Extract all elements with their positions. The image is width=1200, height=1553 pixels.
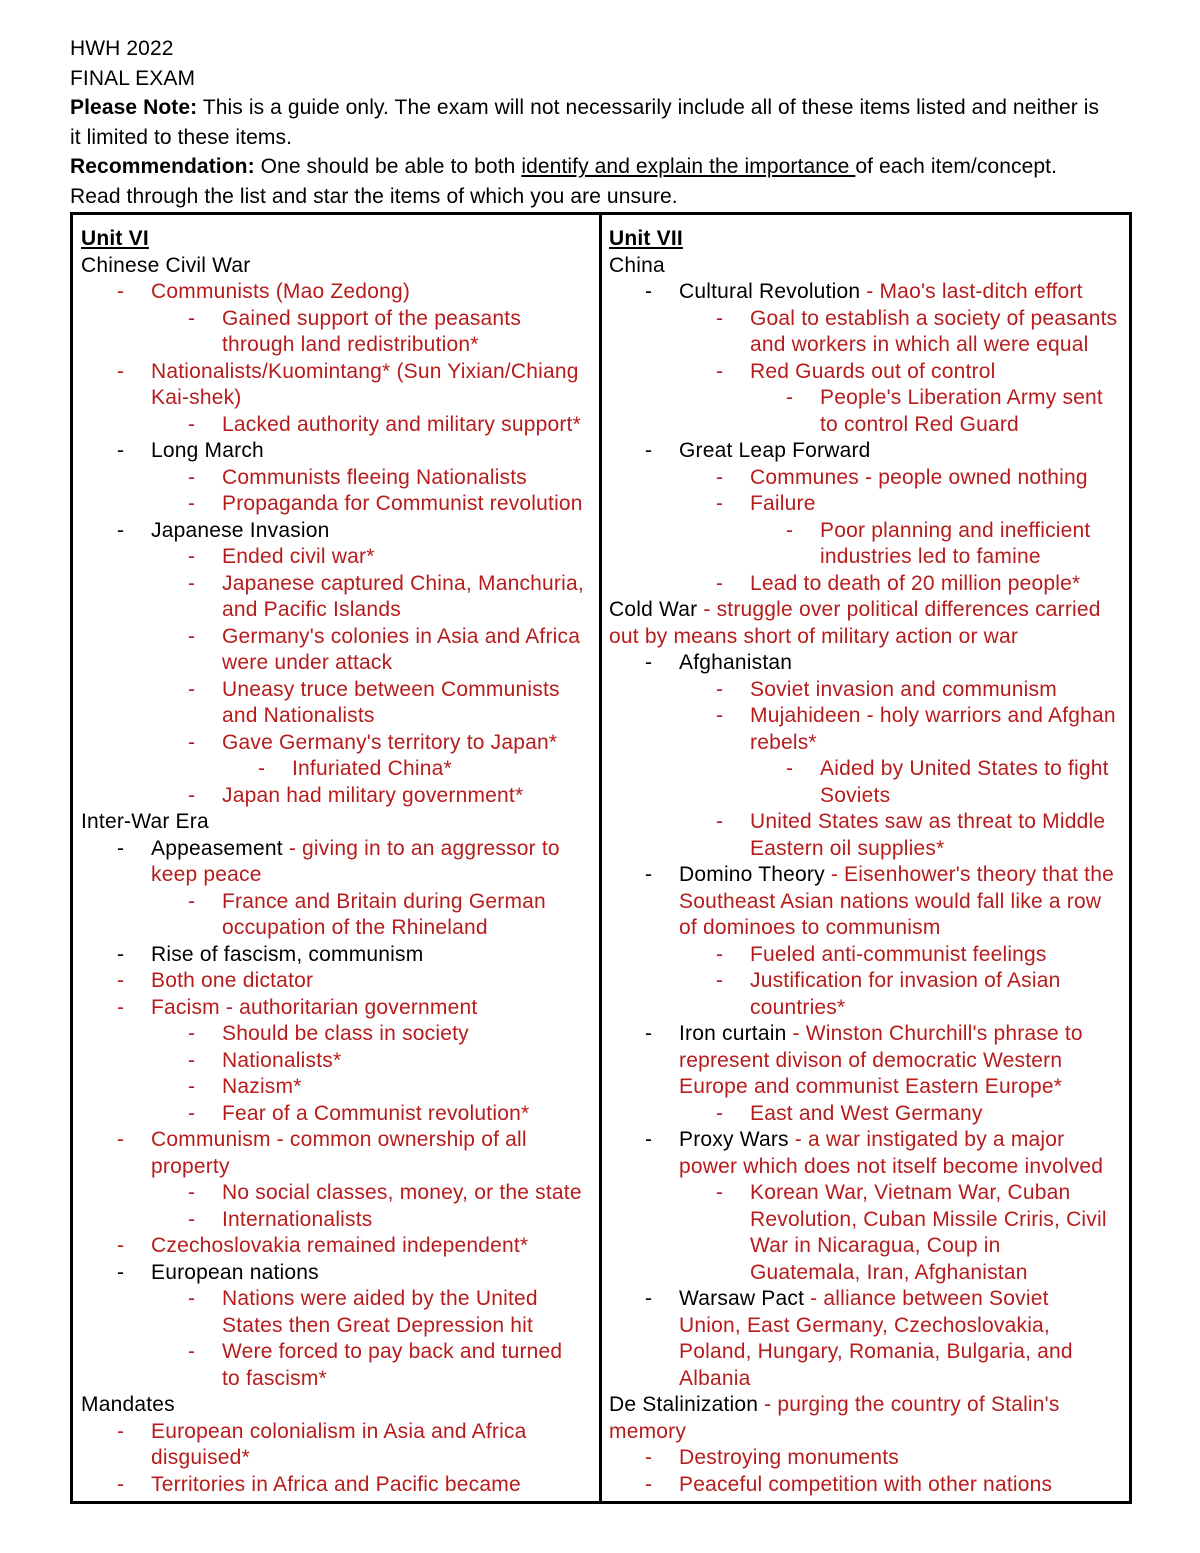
left-outline-item [81, 756, 593, 783]
bullet-dash: - [188, 1022, 196, 1045]
note-text: Both one dictator [151, 969, 314, 992]
right-outline-item [609, 491, 1129, 518]
left-outline-item [81, 1207, 593, 1234]
underlined-phrase: identify and explain the importance [521, 155, 856, 178]
note-text: Korean War, Vietnam War, Cuban [750, 1181, 1071, 1204]
left-outline-item [81, 650, 593, 677]
note-text: States then Great Depression hit [222, 1313, 534, 1337]
left-outline-item [81, 1392, 593, 1419]
bullet-dash: - [117, 1419, 125, 1443]
right-outline-item [609, 597, 1129, 624]
note-text: power which does not itself become involved [679, 1154, 1104, 1178]
bullet-dash: - [117, 439, 125, 462]
bullet-dash: - [716, 359, 724, 383]
right-outline-item [609, 862, 1129, 889]
term-text: Japanese Invasion [151, 518, 330, 542]
term-text: Proxy Wars [679, 1128, 795, 1151]
note-text: property [151, 1154, 230, 1178]
bullet-dash: - [117, 280, 125, 303]
left-outline-item [81, 1260, 593, 1287]
note-text: Nationalists/Kuomintang* (Sun Yixian/Chiang [151, 359, 579, 383]
note-text: East and West Germany [750, 1101, 983, 1125]
note-text: Fueled anti-communist feelings [750, 942, 1047, 966]
right-outline-item [609, 518, 1129, 545]
note-text: - a war instigated by a major [794, 1128, 1065, 1151]
right-outline-item [609, 465, 1129, 492]
bullet-dash: - [716, 677, 724, 701]
right-outline-item [609, 1472, 1129, 1499]
right-outline-item [609, 730, 1129, 757]
right-outline-item [609, 385, 1129, 412]
left-outline-item [81, 359, 593, 386]
right-outline-item [609, 1021, 1129, 1048]
right-outline-item [609, 889, 1129, 916]
bullet-dash: - [716, 306, 724, 330]
right-outline-item [609, 836, 1129, 863]
right-outline-item [609, 544, 1129, 571]
left-outline-item [81, 491, 593, 518]
term-text: Afghanistan [679, 651, 793, 674]
note-text: Infuriated China* [292, 757, 452, 780]
note-text: Communists (Mao Zedong) [151, 280, 411, 303]
note-text: Uneasy truce between Communists [222, 677, 560, 701]
term-text: Appeasement [151, 836, 289, 860]
term-text: European nations [151, 1260, 319, 1284]
bullet-dash: - [716, 492, 724, 515]
right-outline-item [609, 650, 1129, 677]
bullet-dash: - [188, 677, 196, 701]
unit-vii-column [609, 226, 1129, 1498]
left-outline-item [81, 1233, 593, 1260]
left-outline-item [81, 518, 593, 545]
note-text: to control Red Guard [820, 412, 1019, 436]
note-text: keep peace [151, 863, 262, 886]
note-text: - Winston Churchill's phrase to [792, 1022, 1083, 1045]
bullet-dash: - [188, 412, 196, 436]
bullet-dash: - [188, 1101, 196, 1125]
left-outline-item [81, 385, 593, 412]
right-outline-item [609, 942, 1129, 969]
bullet-dash: - [786, 518, 794, 542]
term-text: Warsaw Pact [679, 1287, 811, 1310]
note-text: People's Liberation Army sent [820, 386, 1103, 409]
recommendation-line: Recommendation: One should be able to both identify and explain the importance of each item/concept. [70, 155, 1058, 178]
note-text: and workers in which all were equal [750, 333, 1089, 356]
note-text: rebels* [750, 730, 817, 754]
right-outline-item [609, 1313, 1129, 1340]
note-text: Nations were aided by the United [222, 1287, 538, 1310]
right-outline-item [609, 253, 1129, 280]
note-text: were under attack [222, 651, 393, 674]
note-text: Fear of a Communist revolution* [222, 1101, 530, 1125]
bullet-dash: - [117, 1128, 125, 1151]
left-outline-item [81, 438, 593, 465]
note-text: Red Guards out of control [750, 359, 996, 383]
left-outline-item [81, 412, 593, 439]
left-outline-item [81, 942, 593, 969]
left-outline-item [81, 597, 593, 624]
column-divider [599, 215, 602, 1501]
bullet-dash: - [645, 651, 653, 674]
right-outline-item [609, 1445, 1129, 1472]
note-text: Aided by United States to fight [820, 757, 1109, 780]
left-outline-item [81, 1419, 593, 1446]
left-outline-item [81, 809, 593, 836]
note-text: Propaganda for Communist revolution [222, 492, 583, 515]
term-text: Cultural Revolution [679, 280, 867, 303]
note-text: industries led to famine [820, 545, 1041, 568]
right-outline-item [609, 915, 1129, 942]
bullet-dash: - [716, 942, 724, 966]
note-text: Gave Germany's territory to Japan* [222, 730, 558, 754]
term-text: Long March [151, 439, 264, 462]
bullet-dash: - [188, 465, 196, 489]
left-outline-item [81, 306, 593, 333]
bullet-dash: - [117, 518, 125, 542]
note-line: Please Note: This is a guide only. The exam will not necessarily include all of these items listed and neither is [70, 96, 1100, 119]
bullet-dash: - [188, 571, 196, 595]
right-outline-item [609, 1074, 1129, 1101]
bullet-dash: - [716, 1181, 724, 1204]
bullet-dash: - [117, 1260, 125, 1284]
bullet-dash: - [188, 545, 196, 568]
note-text: of dominoes to communism [679, 916, 941, 939]
left-outline-item [81, 465, 593, 492]
left-outline-item [81, 968, 593, 995]
left-outline-item [81, 1021, 593, 1048]
right-outline-item [609, 783, 1129, 810]
bullet-dash: - [117, 836, 125, 860]
right-outline-item [609, 756, 1129, 783]
note-text: through land redistribution* [222, 333, 479, 356]
bullet-dash: - [645, 439, 653, 462]
note-text: Peaceful competition with other nations [679, 1472, 1053, 1496]
bullet-dash: - [188, 1340, 196, 1363]
note-text: represent divison of democratic Western [679, 1048, 1063, 1072]
bullet-dash: - [716, 810, 724, 833]
left-outline-item [81, 677, 593, 704]
right-outline-item [609, 968, 1129, 995]
instruction-line: Read through the list and star the items of which you are unsure. [70, 184, 678, 208]
note-text: to fascism* [222, 1366, 327, 1390]
bullet-dash: - [188, 889, 196, 913]
left-outline-item [81, 624, 593, 651]
bullet-dash: - [645, 863, 653, 886]
bullet-dash: - [188, 306, 196, 330]
bullet-dash: - [258, 757, 266, 780]
left-outline-item [81, 1154, 593, 1181]
bullet-dash: - [188, 1181, 196, 1204]
note-text: United States saw as threat to Middle [750, 810, 1106, 833]
left-outline-item [81, 571, 593, 598]
left-outline-item [81, 1048, 593, 1075]
note-text: Guatemala, Iran, Afghanistan [750, 1260, 1028, 1284]
right-outline-item [609, 1392, 1129, 1419]
term-text: Chinese Civil War [81, 253, 251, 277]
bullet-dash: - [117, 1234, 125, 1257]
note-text: Lacked authority and military support* [222, 412, 581, 436]
note-text: Failure [750, 492, 816, 515]
left-outline-item [81, 332, 593, 359]
left-outline-item [81, 730, 593, 757]
bullet-dash: - [188, 1207, 196, 1231]
left-outline-item [81, 1180, 593, 1207]
right-outline-item [609, 438, 1129, 465]
bullet-dash: - [645, 1128, 653, 1151]
left-outline-item [81, 544, 593, 571]
note-text: Kai-shek) [151, 386, 242, 409]
note-line-continued: it limited to these items. [70, 125, 293, 149]
right-outline-item [609, 1127, 1129, 1154]
right-outline-item [609, 1207, 1129, 1234]
note-text: Europe and communist Eastern Europe* [679, 1075, 1063, 1098]
right-outline-item [609, 1101, 1129, 1128]
unit-vi-title: Unit VI [81, 227, 149, 250]
right-outline-item [609, 412, 1129, 439]
bullet-dash: - [645, 1446, 653, 1469]
right-outline-item [609, 1419, 1129, 1446]
note-text: Justification for invasion of Asian [750, 969, 1061, 992]
note-text: European colonialism in Asia and Africa [151, 1419, 527, 1443]
course-code: HWH 2022 [70, 37, 174, 60]
bullet-dash: - [645, 1022, 653, 1045]
left-outline-item [81, 279, 593, 306]
study-guide-table [70, 212, 1132, 1504]
bullet-dash: - [716, 1101, 724, 1125]
right-outline-item [609, 624, 1129, 651]
note-text: War in Nicaragua, Coup in [750, 1234, 1001, 1257]
note-text: - struggle over political differences carried [703, 598, 1101, 621]
note-text: Nationalists* [222, 1048, 342, 1072]
note-text: Gained support of the peasants [222, 306, 522, 330]
note-text: Territories in Africa and Pacific became [151, 1472, 521, 1496]
term-text: Rise of fascism, communism [151, 942, 424, 966]
note-text: Czechoslovakia remained independent* [151, 1234, 529, 1257]
note-text: and Pacific Islands [222, 598, 401, 621]
note-label: Please Note: [70, 96, 198, 119]
exam-title: FINAL EXAM [70, 66, 196, 90]
note-text: Eastern oil supplies* [750, 836, 945, 860]
bullet-dash: - [117, 1472, 125, 1496]
right-outline-item [609, 703, 1129, 730]
bullet-dash: - [188, 492, 196, 515]
note-text: Southeast Asian nations would fall like a row [679, 889, 1102, 913]
term-text: Iron curtain [679, 1022, 793, 1045]
left-outline-item [81, 1074, 593, 1101]
note-text: France and Britain during German [222, 889, 546, 913]
right-outline-item [609, 1366, 1129, 1393]
bullet-dash: - [645, 280, 653, 303]
left-outline-item [81, 1286, 593, 1313]
note-text: Were forced to pay back and turned [222, 1340, 563, 1363]
right-outline-item [609, 1180, 1129, 1207]
bullet-dash: - [716, 465, 724, 489]
left-outline-item [81, 253, 593, 280]
note-text: Destroying monuments [679, 1446, 899, 1469]
note-text: Poland, Hungary, Romania, Bulgaria, and [679, 1340, 1073, 1363]
term-text: Cold War [609, 598, 704, 621]
left-outline-item [81, 703, 593, 730]
right-outline-item [609, 306, 1129, 333]
note-text: Communism - common ownership of all [151, 1128, 527, 1151]
term-text: China [609, 253, 665, 277]
bullet-dash: - [117, 942, 125, 966]
note-text: - alliance between Soviet [810, 1287, 1049, 1310]
note-text: and Nationalists [222, 704, 375, 727]
note-text: Mujahideen - holy warriors and Afghan [750, 704, 1116, 727]
note-text: No social classes, money, or the state [222, 1181, 582, 1204]
note-text: - giving in to an aggressor to [288, 836, 560, 860]
left-outline-item [81, 1366, 593, 1393]
bullet-dash: - [117, 359, 125, 383]
term-text: Inter-War Era [81, 810, 209, 833]
bullet-dash: - [716, 571, 724, 595]
bullet-dash: - [716, 969, 724, 992]
left-outline-item [81, 995, 593, 1022]
note-text: Revolution, Cuban Missile Criris, Civil [750, 1207, 1107, 1231]
left-outline-item [81, 836, 593, 863]
left-outline-item [81, 862, 593, 889]
right-outline-item [609, 1048, 1129, 1075]
note-text: out by means short of military action or war [609, 624, 1019, 648]
term-text: De Stalinization [609, 1393, 765, 1416]
right-outline-item [609, 359, 1129, 386]
term-text: Mandates [81, 1393, 175, 1416]
note-text: Poor planning and inefficient [820, 518, 1091, 542]
bullet-dash: - [117, 995, 125, 1019]
note-text: Japanese captured China, Manchuria, [222, 571, 584, 595]
right-outline-item [609, 1286, 1129, 1313]
left-outline-item [81, 1445, 593, 1472]
right-outline-item [609, 677, 1129, 704]
left-outline-item [81, 1472, 593, 1499]
note-text: Germany's colonies in Asia and Africa [222, 624, 581, 648]
note-text: occupation of the Rhineland [222, 916, 488, 939]
note-text: - Eisenhower's theory that the [830, 863, 1114, 886]
left-outline-item [81, 783, 593, 810]
right-outline-item [609, 1339, 1129, 1366]
note-text: Ended civil war* [222, 545, 375, 568]
term-text: Great Leap Forward [679, 439, 871, 462]
note-text: Goal to establish a society of peasants [750, 306, 1118, 330]
left-outline-item [81, 915, 593, 942]
note-text: Internationalists [222, 1207, 373, 1231]
unit-vii-title: Unit VII [609, 227, 683, 250]
right-outline-item [609, 1154, 1129, 1181]
right-outline-item [609, 571, 1129, 598]
bullet-dash: - [645, 1472, 653, 1496]
left-outline-item [81, 1339, 593, 1366]
note-text: Lead to death of 20 million people* [750, 571, 1081, 595]
right-outline-item [609, 1233, 1129, 1260]
bullet-dash: - [188, 624, 196, 648]
note-text: Communists fleeing Nationalists [222, 465, 527, 489]
bullet-dash: - [786, 386, 794, 409]
note-text: Soviet invasion and communism [750, 677, 1057, 701]
bullet-dash: - [188, 730, 196, 754]
bullet-dash: - [645, 1287, 653, 1310]
note-text: - purging the country of Stalin's [764, 1393, 1060, 1416]
note-text: disguised* [151, 1446, 250, 1469]
note-text: - Mao's last-ditch effort [866, 280, 1083, 303]
note-text: Albania [679, 1366, 751, 1390]
unit-vi-column [81, 226, 593, 1498]
left-outline-item [81, 889, 593, 916]
right-outline-item [609, 809, 1129, 836]
recommendation-label: Recommendation: [70, 155, 255, 178]
bullet-dash: - [188, 783, 196, 807]
right-outline-item [609, 332, 1129, 359]
bullet-dash: - [188, 1048, 196, 1072]
bullet-dash: - [786, 757, 794, 780]
note-text: Japan had military government* [222, 783, 524, 807]
bullet-dash: - [188, 1287, 196, 1310]
note-text: Soviets [820, 783, 891, 807]
bullet-dash: - [117, 969, 125, 992]
note-text: countries* [750, 995, 846, 1019]
right-outline-item [609, 995, 1129, 1022]
note-text: Should be class in society [222, 1022, 469, 1045]
note-text: Nazism* [222, 1075, 302, 1098]
left-outline-item [81, 1101, 593, 1128]
left-outline-item [81, 1127, 593, 1154]
note-text: memory [609, 1419, 687, 1443]
bullet-dash: - [716, 704, 724, 727]
note-text: Communes - people owned nothing [750, 465, 1088, 489]
right-outline-item [609, 1260, 1129, 1287]
left-outline-item [81, 1313, 593, 1340]
bullet-dash: - [188, 1075, 196, 1098]
right-outline-item [609, 279, 1129, 306]
note-text: Union, East Germany, Czechoslovakia, [679, 1313, 1050, 1337]
term-text: Domino Theory [679, 863, 831, 886]
note-text: Facism - authoritarian government [151, 995, 478, 1019]
